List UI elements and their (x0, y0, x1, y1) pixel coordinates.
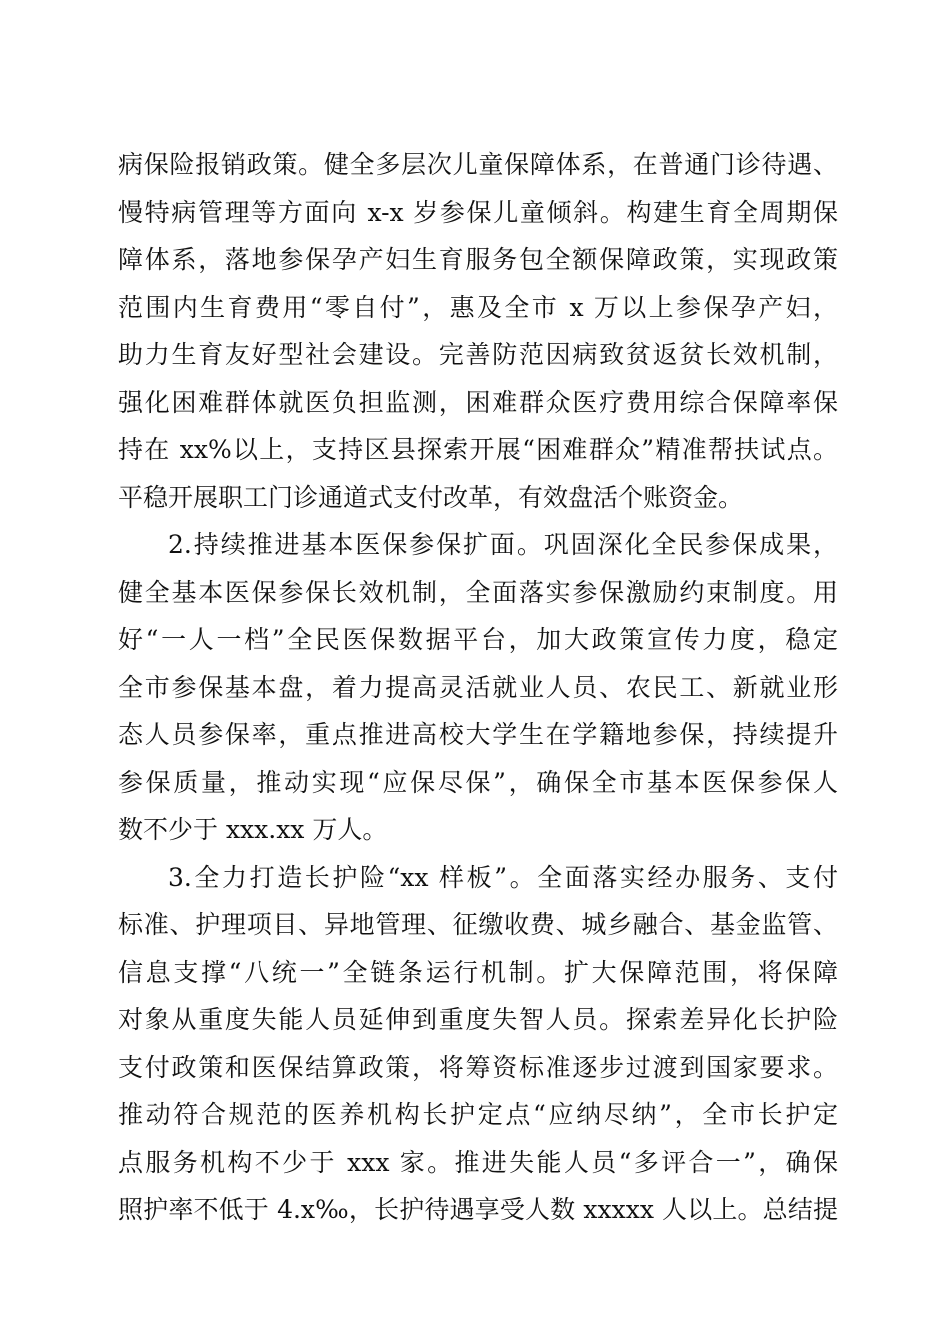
section-2-heading-line: 2.持续推进基本医保参保扩面。巩固深化全民参保成果， (168, 530, 838, 559)
text-line: 推动符合规范的医养机构长护定点“应纳尽纳”，全市长护定 (118, 1100, 838, 1129)
text-line: 强化困难群体就医负担监测，困难群众医疗费用综合保障率保 (118, 387, 838, 417)
text-line: 平稳开展职工门诊通道式支付改革，有效盘活个账资金。 (118, 482, 744, 512)
text-line: 信息支撑“八统一”全链条运行机制。扩大保障范围，将保障 (118, 957, 838, 987)
body-text (118, 141, 838, 1234)
text-line: 照护率不低于 4.x‰，长护待遇享受人数 xxxxx 人以上。总结提 (118, 1195, 838, 1224)
text-line: 障体系，落地参保孕产妇生育服务包全额保障政策，实现政策 (118, 245, 838, 274)
text-line: 支付政策和医保结算政策，将筹资标准逐步过渡到国家要求。 (118, 1052, 838, 1082)
text-line: 持在 xx%以上，支持区县探索开展“困难群众”精准帮扶试点。 (118, 435, 838, 464)
text-line: 数不少于 xxx.xx 万人。 (118, 815, 388, 844)
text-line: 标准、护理项目、异地管理、征缴收费、城乡融合、基金监管、 (118, 910, 838, 939)
text-line: 参保质量，推动实现“应保尽保”，确保全市基本医保参保人 (118, 767, 838, 797)
text-line: 慢特病管理等方面向 x-x 岁参保儿童倾斜。构建生育全周期保 (118, 197, 838, 227)
text-line: 好“一人一档”全民医保数据平台，加大政策宣传力度，稳定 (118, 625, 838, 654)
text-line: 范围内生育费用“零自付”，惠及全市 x 万以上参保孕产妇， (118, 292, 838, 322)
text-line: 健全基本医保参保长效机制，全面落实参保激励约束制度。用 (118, 577, 838, 607)
text-line: 对象从重度失能人员延伸到重度失智人员。探索差异化长护险 (118, 1005, 838, 1034)
text-line: 态人员参保率，重点推进高校大学生在学籍地参保，持续提升 (118, 720, 838, 749)
text-line: 病保险报销政策。健全多层次儿童保障体系，在普通门诊待遇、 (118, 150, 838, 179)
text-line: 点服务机构不少于 xxx 家。推进失能人员“多评合一”，确保 (118, 1147, 838, 1177)
text-line: 全市参保基本盘，着力提高灵活就业人员、农民工、新就业形 (118, 672, 838, 702)
section-3-heading-line: 3.全力打造长护险“xx 样板”。全面落实经办服务、支付 (168, 862, 838, 892)
text-line: 助力生育友好型社会建设。完善防范因病致贫返贫长效机制， (118, 340, 838, 369)
